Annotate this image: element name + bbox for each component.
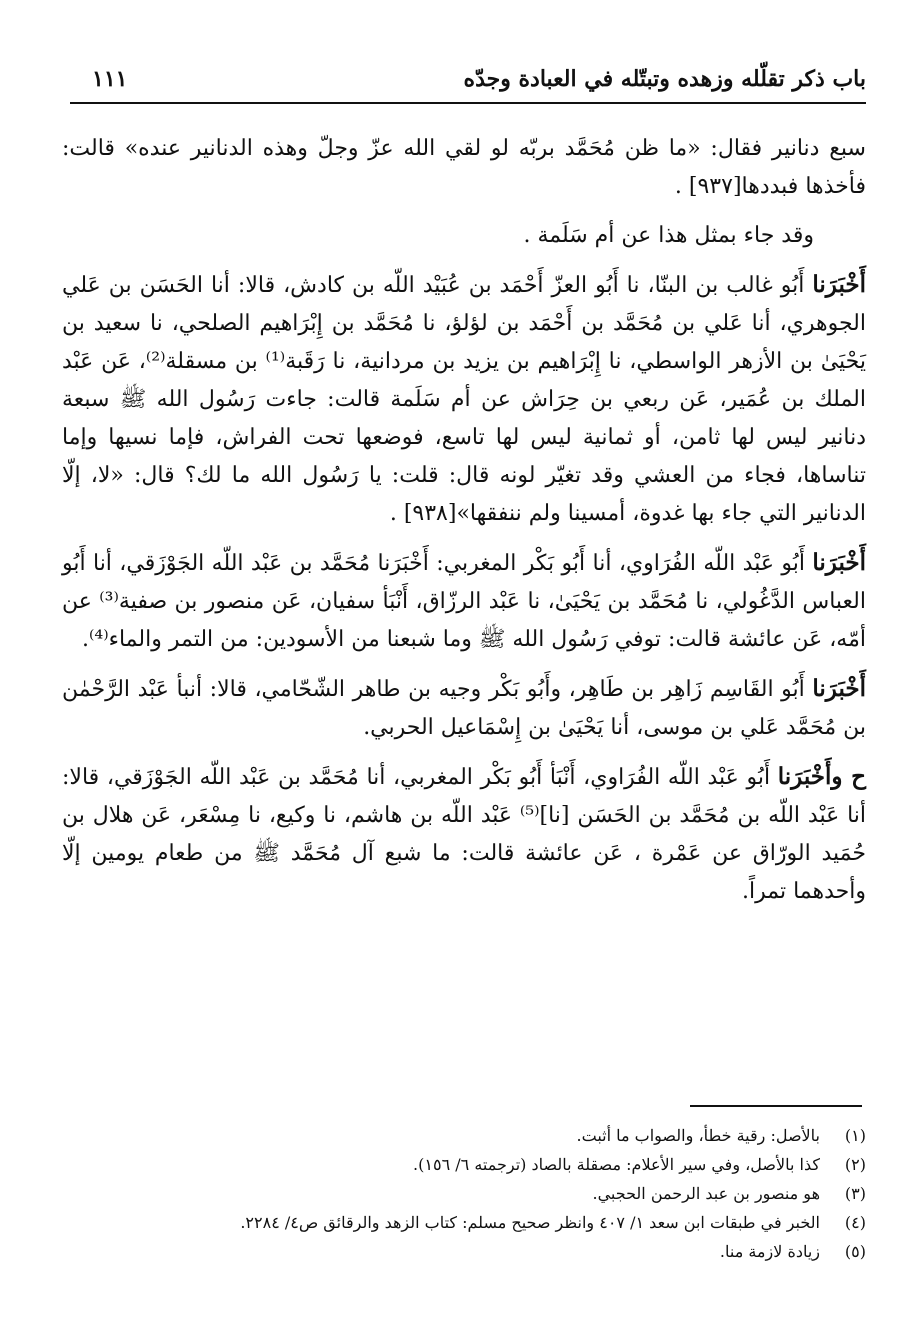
paragraph [62,266,866,533]
footnotes [62,1121,866,1266]
paragraph [62,758,866,911]
footnote-text: كذا بالأصل، وفي سير الأعلام: مصقلة بالصاد (ترجمته ٦/ ١٥٦). [413,1155,820,1174]
footnote-text: هو منصور بن عبد الرحمن الحجبي. [592,1184,820,1203]
footnote-number: (٥) [844,1242,866,1261]
footnote-number: (٣) [844,1184,866,1203]
isnad-lead: أَخْبَرَنا [812,549,866,576]
isnad-lead: ح وأَخْبَرَنا [777,763,867,790]
paragraph-text: سبع دنانير فقال: «ما ظن مُحَمَّد بربّه لو لقي الله عزّ وجلّ وهذه الدنانير عنده» قالت: فأخذها فبددها[٩٣٧] . [62,136,866,199]
footnote-separator [690,1105,862,1107]
footnote [62,1179,866,1208]
paragraph-text: أَبُو عَبْد اللّه الفُرَاوي، أنا أَبُو بَكْر المغربي: أَخْبَرَنا مُحَمَّد بن عَبْد اللّه الجَوْزَقي، أنا أَبُو العباس الدَّغُولي، نا مُحَمَّد بن يَحْيَىٰ، نا عَبْد الرزّاق، أَنْبَأ سفيان، عَن منصور بن صفية⁽³⁾ عن أمّه، عَن عائشة قالت: توفي رَسُول الله ﷺ وما شبعنا من الأسودين: من التمر والماء⁽⁴⁾. [62,551,866,652]
isnad-lead: أَخْبَرَنا [812,271,866,298]
footnote [62,1150,866,1179]
paragraph [62,217,866,255]
running-title: باب ذكر تقلّله وزهده وتبتّله في العبادة وجدّه [463,66,866,92]
footnote-number: (١) [844,1126,866,1145]
footnote-text: زيادة لازمة منا. [719,1242,820,1261]
isnad-lead: أَخْبَرَنا [812,675,866,702]
paragraph [62,544,866,659]
paragraph [62,130,866,206]
footnote-text: الخبر في طبقات ابن سعد ١/ ٤٠٧ وانظر صحيح مسلم: كتاب الزهد والرقائق ص٤/ ٢٢٨٤. [240,1213,820,1232]
paragraph-text: أَبُو عَبْد اللّه الفُرَاوي، أَنْبَأ أَبُو بَكْر المغربي، أنا مُحَمَّد بن عَبْد اللّه الجَوْزَقي، قالا: أنا عَبْد اللّه بن مُحَمَّد بن الحَسَن [نا]⁽⁵⁾ عَبْد اللّه بن هاشم، نا وكيع، نا مِسْعَر، عَن هلال بن حُمَيد الورّاق عن عَمْرة ، عَن عائشة قالت: ما شبع آل مُحَمَّد ﷺ من طعام يومين إلّا وأحدهما تمراً. [62,765,867,904]
page-header [70,52,866,104]
footnote-text: بالأصل: رقية خطأ، والصواب ما أثبت. [576,1126,820,1145]
paragraph-text: أَبُو القَاسِم زَاهِر بن طَاهِر، وأَبُو بَكْر وجيه بن طاهر الشّحّامي، قالا: أنبأ عَبْد الرَّحْمٰن بن مُحَمَّد عَلي بن موسى، أنا يَحْيَىٰ بن إِسْمَاعيل الحربي. [62,677,866,740]
page-number: ١١١ [92,66,128,92]
footnote [62,1237,866,1266]
footnote-number: (٢) [844,1155,866,1174]
paragraph-text: وقد جاء بمثل هذا عن أم سَلَمة . [523,223,814,248]
paragraph-text: أَبُو غالب بن البنّا، نا أَبُو العزّ أَحْمَد بن عُبَيْد اللّه بن كادش، قالا: أنا الحَسَن بن عَلي الجوهري، أنا عَلي بن مُحَمَّد بن أَحْمَد بن لؤلؤ، نا مُحَمَّد بن إِبْرَاهيم الصلحي، نا سعيد بن يَحْيَىٰ بن الأزهر الواسطي، نا إِبْرَاهيم بن يزيد بن مردانية، نا رَقَبة⁽¹⁾ بن مسقلة⁽²⁾، عَن عَبْد الملك بن عُمَير، عَن ربعي بن حِرَاش عن أم سَلَمة قالت: جاءت رَسُول الله ﷺ سبعة دنانير ليس لها ثامن، أو ثمانية ليس لها تاسع، فوضعها تحت الفراش، فإما نسيها وإما تناساها، فجاء من العشي وقد تغيّر لونه قال: قلت: يا رَسُول الله ما لك؟ قال: «لا، إلّا الدنانير التي جاء بها غدوة، أمسينا ولم ننفقها»[٩٣٨] . [62,273,866,526]
footnote-number: (٤) [844,1213,866,1232]
main-text [62,130,866,922]
paragraph [62,670,866,747]
footnote [62,1121,866,1150]
header-rule [70,102,866,104]
footnote [62,1208,866,1237]
